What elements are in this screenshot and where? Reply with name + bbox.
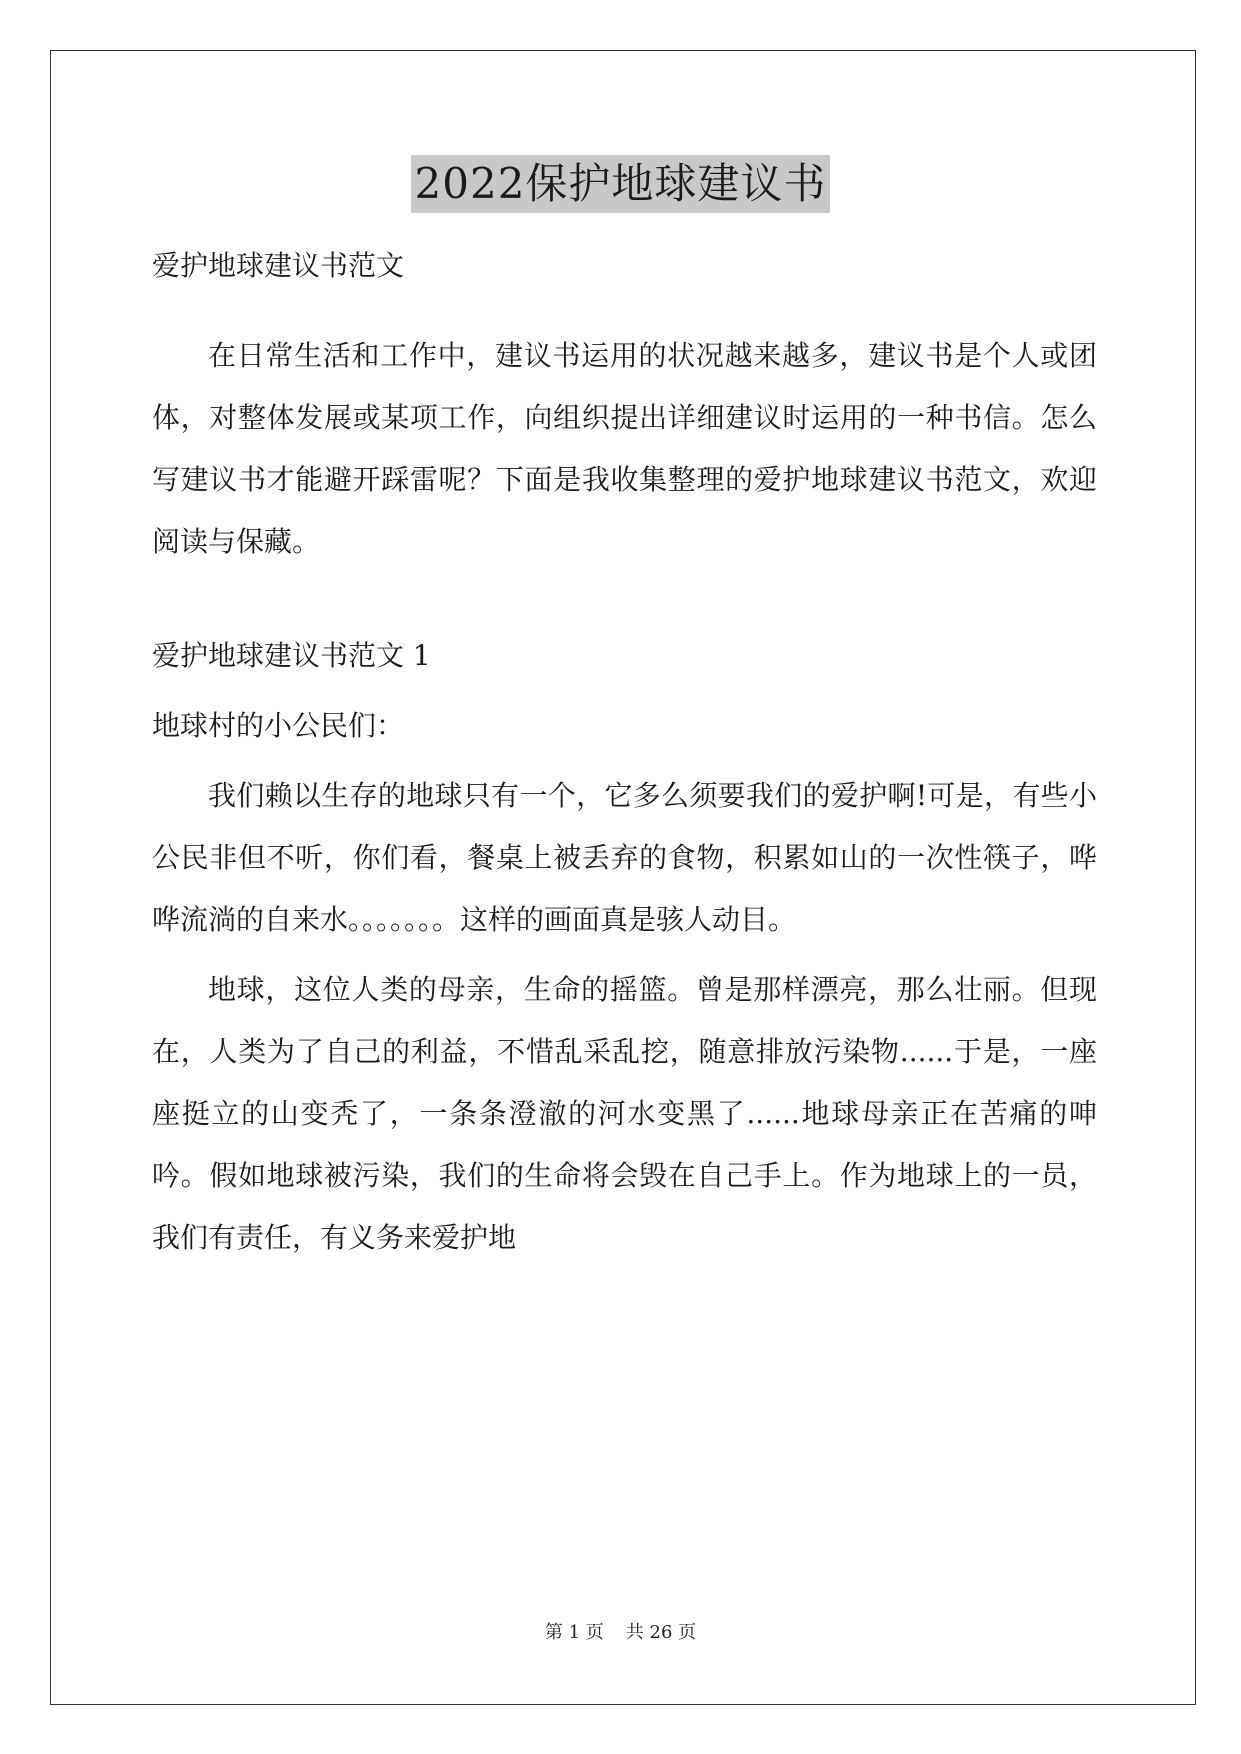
section-heading: 爱护地球建议书范文 1 <box>152 639 431 672</box>
intro-paragraph: 在日常生活和工作中，建议书运用的状况越来越多，建议书是个人或团体，对整体发展或某项工作，向组织提出详细建议时运用的一种书信。怎么写建议书才能避开踩雷呢？下面是我收集整理的爱护地球建议书范文，欢迎阅读与保藏。 <box>152 339 1097 558</box>
page-total: 共 26 页 <box>625 1622 697 1643</box>
page-footer <box>0 1618 1241 1644</box>
body-paragraph-2: 地球，这位人类的母亲，生命的摇篮。曾是那样漂亮，那么壮丽。但现在，人类为了自己的利益，不惜乱采乱挖，随意排放污染物......于是，一座座挺立的山变秃了，一条条澄澈的河水变黑了......地球母亲正在苦痛的呻吟。假如地球被污染，我们的生命将会毁在自己手上。作为地球上的一员，我们有责任，有义务来爱护地 <box>152 973 1097 1254</box>
greeting: 地球村的小公民们： <box>152 709 405 742</box>
title-container <box>0 155 1241 213</box>
page-number: 第 1 页 <box>544 1622 604 1643</box>
body-paragraph-1: 我们赖以生存的地球只有一个，它多么须要我们的爱护啊!可是，有些小公民非但不听，你们看，餐桌上被丢弃的食物，积累如山的一次性筷子，哗哗流淌的自来水。。。。。。。这样的画面真是骇人动目。 <box>152 779 1097 936</box>
document-body <box>152 235 1097 1269</box>
document-title: 2022保护地球建议书 <box>411 155 831 213</box>
subtitle: 爱护地球建议书范文 <box>152 249 405 282</box>
